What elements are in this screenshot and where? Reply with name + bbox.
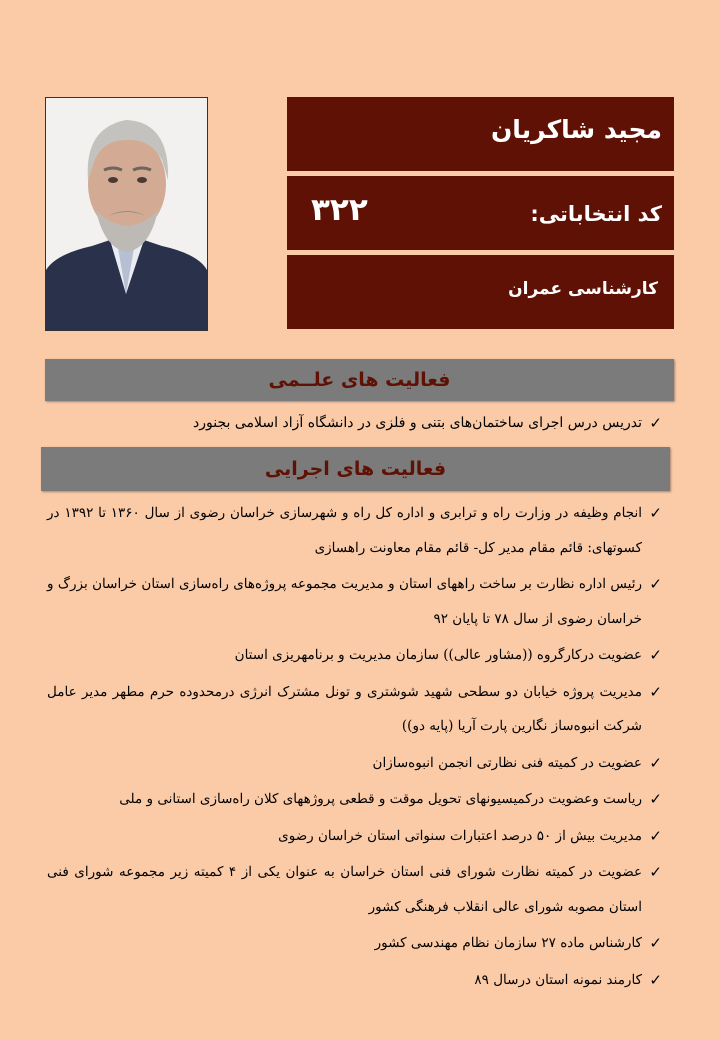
executive-activities-title: فعالیت های اجرایی [264, 458, 447, 480]
checkmark-icon: ✓ [649, 504, 662, 522]
degree-text: کارشناسی عمران [508, 279, 658, 299]
candidate-name-box [287, 97, 674, 171]
checkmark-icon: ✓ [649, 790, 662, 808]
checkmark-icon: ✓ [649, 934, 662, 952]
checkmark-icon: ✓ [649, 753, 662, 772]
list-item-text: ریاست وعضویت درکمیسیونهای تحویل موقت و قطعی پروژههای کلان راه‌سازی استانی و ملی [119, 791, 642, 807]
executive-activities-header [41, 447, 670, 491]
list-item [47, 855, 662, 924]
list-item [47, 567, 662, 636]
list-item-text: رئیس اداره نظارت بر ساخت راههای استان و مدیریت مجموعه پروژه‌های راه‌سازی استان خراسان بزرگ و خراسان رضوی از سال ۷۸ تا پایان ۹۲ [47, 576, 642, 627]
election-code-value: ۳۲۲ [311, 192, 368, 228]
checkmark-icon: ✓ [649, 863, 662, 881]
list-item [47, 746, 662, 781]
list-item-text: مدیریت پروژه خیابان دو سطحی شهید شوشتری و تونل مشترک انرژی درمحدوده حرم مطهر مدیر عامل شرکت انبوه‌ساز نگارین پارت آریا (پایه دو)) [47, 683, 642, 734]
checkmark-icon: ✓ [649, 575, 662, 593]
candidate-photo [45, 97, 208, 331]
degree-box [287, 255, 674, 329]
list-item [47, 675, 662, 744]
executive-activities-list [47, 496, 662, 997]
list-item-text: انجام وظیفه در وزارت راه و ترابری و اداره کل راه و شهرسازی خراسان رضوی از سال ۱۳۶۰ تا ۱۳۹۲ در کسوتهای: قائم مقام مدیر کل- قائم مقام معاونت راهسازی [47, 505, 643, 556]
portrait-image [46, 98, 207, 330]
checkmark-icon: ✓ [649, 414, 662, 432]
list-item [47, 496, 662, 565]
list-item-text: تدریس درس اجرای ساختمان‌های بتنی و فلزی در دانشگاه آزاد اسلامی بجنورد [193, 415, 642, 431]
scientific-activities-header [45, 359, 674, 401]
list-item [47, 638, 662, 673]
list-item [62, 408, 662, 438]
candidate-name: مجید شاکریان [490, 115, 662, 144]
checkmark-icon: ✓ [649, 682, 662, 701]
list-item-text: عضویت در کمیته نظارت شورای فنی استان خراسان به عنوان یکی از ۴ کمیته زیر مجموعه شورای فنی استان مصوبه شورای عالی انقلاب فرهنگی کشور [47, 864, 643, 915]
election-code-box [287, 176, 674, 250]
list-item-text: مدیریت بیش از ۵۰ درصد اعتبارات سنواتی استان خراسان رضوی [278, 827, 642, 844]
election-code-label: کد انتخاباتی: [530, 202, 662, 226]
list-item [47, 926, 662, 961]
scientific-activities-title: فعالیت های علــمی [268, 369, 451, 391]
list-item-text: کارشناس ماده ۲۷ سازمان نظام مهندسی کشور [374, 935, 642, 951]
checkmark-icon: ✓ [649, 646, 662, 664]
list-item [47, 782, 662, 817]
list-item-text: عضویت در کمیته فنی نظارتی انجمن انبوه‌سازان [372, 754, 642, 771]
scientific-activities-list [62, 408, 662, 438]
checkmark-icon: ✓ [649, 826, 662, 845]
checkmark-icon: ✓ [649, 970, 662, 989]
list-item [47, 963, 662, 998]
list-item-text: عضویت درکارگروه ((مشاور عالی)) سازمان مدیریت و برنامهریزی استان [234, 647, 642, 663]
list-item [47, 819, 662, 854]
list-item-text: کارمند نمونه استان درسال ۸۹ [474, 971, 642, 988]
